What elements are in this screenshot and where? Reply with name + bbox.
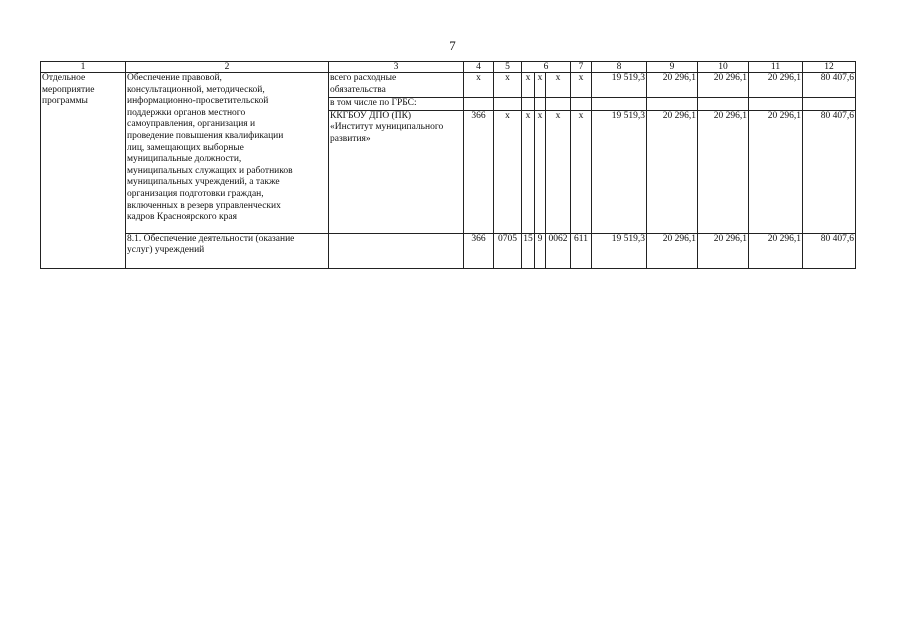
cell	[464, 98, 494, 111]
header-cell: 10	[698, 62, 749, 73]
header-cell: 6	[522, 62, 571, 73]
row-name-cell: Отдельное мероприятие программы	[41, 73, 126, 269]
amount-cell: 20 296,1	[698, 110, 749, 233]
cell: 366	[464, 110, 494, 233]
table-row	[41, 73, 856, 98]
amount-cell: 20 296,1	[749, 110, 803, 233]
amount-cell: 20 296,1	[698, 233, 749, 268]
label-cell	[329, 233, 464, 268]
cell	[698, 98, 749, 111]
amount-cell: 19 519,3	[592, 233, 647, 268]
cell: х	[546, 110, 571, 233]
header-cell: 2	[126, 62, 329, 73]
amount-cell: 80 407,6	[803, 110, 856, 233]
cell	[535, 98, 546, 111]
page-number: 7	[449, 38, 456, 53]
cell: 9	[535, 233, 546, 268]
amount-cell: 19 519,3	[592, 110, 647, 233]
cell: х	[535, 110, 546, 233]
cell: х	[546, 73, 571, 98]
header-cell: 1	[41, 62, 126, 73]
amount-cell: 20 296,1	[749, 73, 803, 98]
cell	[546, 98, 571, 111]
header-cell: 8	[592, 62, 647, 73]
label-cell: всего расходные обязательства	[329, 73, 464, 98]
cell: х	[571, 110, 592, 233]
cell	[592, 98, 647, 111]
cell	[522, 98, 535, 111]
amount-cell: 80 407,6	[803, 233, 856, 268]
cell: х	[464, 73, 494, 98]
header-cell: 11	[749, 62, 803, 73]
cell: х	[522, 73, 535, 98]
header-cell: 7	[571, 62, 592, 73]
cell: х	[535, 73, 546, 98]
cell: 611	[571, 233, 592, 268]
cell	[647, 98, 698, 111]
label-cell: ККГБОУ ДПО (ПК) «Институт муниципального развития»	[329, 110, 464, 233]
label-cell: в том числе по ГРБС:	[329, 98, 464, 111]
amount-cell: 20 296,1	[647, 110, 698, 233]
amount-cell: 19 519,3	[592, 73, 647, 98]
header-cell: 3	[329, 62, 464, 73]
cell: х	[494, 110, 522, 233]
cell	[494, 98, 522, 111]
amount-cell: 20 296,1	[698, 73, 749, 98]
table-row	[41, 233, 856, 268]
amount-cell: 20 296,1	[749, 233, 803, 268]
header-cell: 12	[803, 62, 856, 73]
header-cell: 9	[647, 62, 698, 73]
cell: х	[494, 73, 522, 98]
cell: х	[522, 110, 535, 233]
cell: х	[571, 73, 592, 98]
amount-cell: 80 407,6	[803, 73, 856, 98]
row-description-cell: Обеспечение правовой, консультационной, методической, информационно-просветительской поддержки органов местного самоуправления, организация и проведение повышения квалификации лиц, замещающих выборные муниципальные должности, муниципальных служащих и работников муниципальных учреждений, а также организация подготовки граждан, включенных в резерв управленческих кадров Красноярского края	[126, 73, 329, 234]
cell: 15	[522, 233, 535, 268]
amount-cell: 20 296,1	[647, 73, 698, 98]
cell	[571, 98, 592, 111]
cell: 0062	[546, 233, 571, 268]
header-cell: 4	[464, 62, 494, 73]
cell: 366	[464, 233, 494, 268]
header-cell: 5	[494, 62, 522, 73]
cell	[749, 98, 803, 111]
amount-cell: 20 296,1	[647, 233, 698, 268]
cell: 0705	[494, 233, 522, 268]
row-description-cell: 8.1. Обеспечение деятельности (оказание услуг) учреждений	[126, 233, 329, 268]
cell	[803, 98, 856, 111]
header-row	[41, 62, 856, 73]
budget-table	[40, 61, 856, 269]
